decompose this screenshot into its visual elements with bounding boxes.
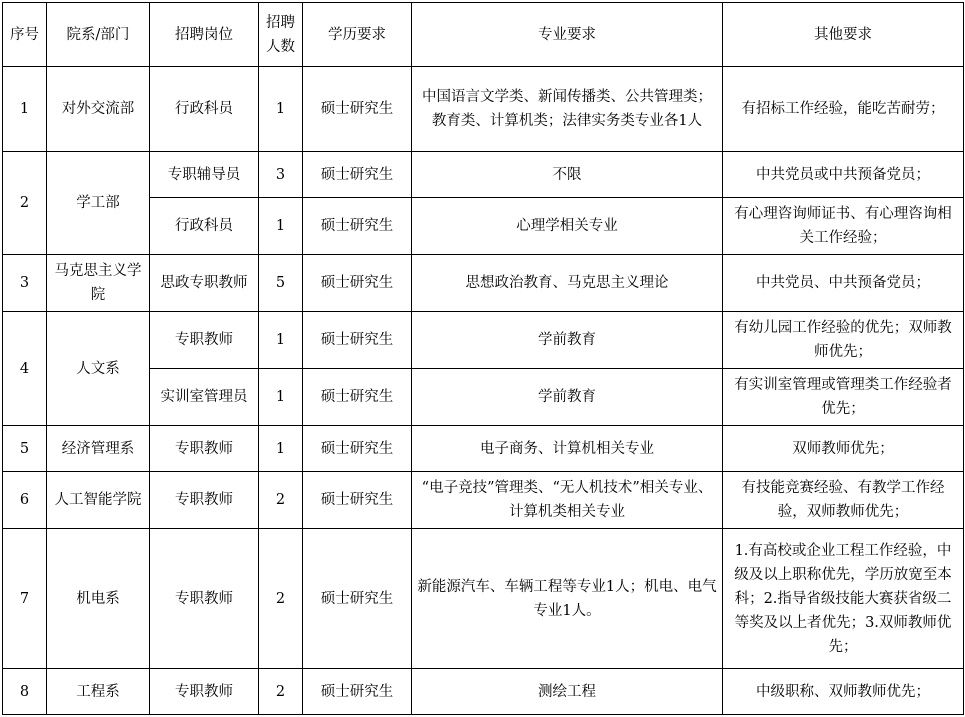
cell-count: 2 <box>259 669 303 715</box>
cell-education: 硕士研究生 <box>303 312 412 369</box>
cell-seq: 2 <box>3 152 47 255</box>
header-count: 招聘人数 <box>259 3 303 67</box>
cell-other: 有招标工作经验，能吃苦耐劳； <box>723 67 964 152</box>
header-row <box>3 3 964 67</box>
cell-education: 硕士研究生 <box>303 255 412 312</box>
cell-education: 硕士研究生 <box>303 472 412 529</box>
cell-seq: 7 <box>3 529 47 669</box>
cell-count: 2 <box>259 472 303 529</box>
cell-education: 硕士研究生 <box>303 369 412 426</box>
cell-other: 中级职称、双师教师优先； <box>723 669 964 715</box>
cell-dept: 人文系 <box>47 312 150 426</box>
cell-other: 1.有高校或企业工程工作经验，中级及以上职称优先，学历放宽至本科；2.指导省级技能大赛获省级二等奖及以上者优先；3.双师教师优先； <box>723 529 964 669</box>
cell-seq: 1 <box>3 67 47 152</box>
table-row <box>3 472 964 529</box>
cell-education: 硕士研究生 <box>303 152 412 198</box>
cell-education: 硕士研究生 <box>303 529 412 669</box>
cell-seq: 6 <box>3 472 47 529</box>
header-dept: 院系/部门 <box>47 3 150 67</box>
cell-dept: 机电系 <box>47 529 150 669</box>
cell-other: 有实训室管理或管理类工作经验者优先； <box>723 369 964 426</box>
cell-count: 2 <box>259 529 303 669</box>
table-row <box>3 67 964 152</box>
table-row <box>3 312 964 369</box>
cell-count: 1 <box>259 369 303 426</box>
cell-position: 专职教师 <box>150 529 259 669</box>
header-other: 其他要求 <box>723 3 964 67</box>
cell-major: 学前教育 <box>412 369 723 426</box>
header-education: 学历要求 <box>303 3 412 67</box>
cell-position: 行政科员 <box>150 67 259 152</box>
cell-dept: 马克思主义学院 <box>47 255 150 312</box>
cell-education: 硕士研究生 <box>303 669 412 715</box>
cell-other: 有心理咨询师证书、有心理咨询相关工作经验； <box>723 198 964 255</box>
cell-position: 思政专职教师 <box>150 255 259 312</box>
cell-seq: 5 <box>3 426 47 472</box>
cell-count: 1 <box>259 426 303 472</box>
cell-position: 专职辅导员 <box>150 152 259 198</box>
cell-major: 思想政治教育、马克思主义理论 <box>412 255 723 312</box>
table-row <box>3 669 964 715</box>
cell-education: 硕士研究生 <box>303 198 412 255</box>
cell-dept: 对外交流部 <box>47 67 150 152</box>
cell-major: 中国语言文学类、新闻传播类、公共管理类；教育类、计算机类；法律实务类专业各1人 <box>412 67 723 152</box>
cell-position: 专职教师 <box>150 472 259 529</box>
cell-dept: 人工智能学院 <box>47 472 150 529</box>
cell-seq: 4 <box>3 312 47 426</box>
cell-major: 测绘工程 <box>412 669 723 715</box>
cell-count: 3 <box>259 152 303 198</box>
cell-position: 专职教师 <box>150 669 259 715</box>
recruitment-table <box>2 2 964 715</box>
cell-count: 5 <box>259 255 303 312</box>
cell-other: 中共党员、中共预备党员； <box>723 255 964 312</box>
cell-other: 有技能竞赛经验、有教学工作经验，双师教师优先； <box>723 472 964 529</box>
cell-dept: 学工部 <box>47 152 150 255</box>
cell-seq: 3 <box>3 255 47 312</box>
cell-position: 专职教师 <box>150 426 259 472</box>
cell-major: 学前教育 <box>412 312 723 369</box>
cell-count: 1 <box>259 67 303 152</box>
header-major: 专业要求 <box>412 3 723 67</box>
cell-major: 电子商务、计算机相关专业 <box>412 426 723 472</box>
cell-other: 有幼儿园工作经验的优先；双师教师优先； <box>723 312 964 369</box>
table-row <box>3 529 964 669</box>
cell-position: 专职教师 <box>150 312 259 369</box>
cell-education: 硕士研究生 <box>303 426 412 472</box>
cell-seq: 8 <box>3 669 47 715</box>
header-position: 招聘岗位 <box>150 3 259 67</box>
cell-position: 行政科员 <box>150 198 259 255</box>
table-row <box>3 152 964 198</box>
cell-position: 实训室管理员 <box>150 369 259 426</box>
cell-count: 1 <box>259 312 303 369</box>
cell-dept: 工程系 <box>47 669 150 715</box>
cell-dept: 经济管理系 <box>47 426 150 472</box>
cell-major: 新能源汽车、车辆工程等专业1人；机电、电气专业1人。 <box>412 529 723 669</box>
table-row <box>3 255 964 312</box>
cell-count: 1 <box>259 198 303 255</box>
cell-other: 双师教师优先； <box>723 426 964 472</box>
cell-education: 硕士研究生 <box>303 67 412 152</box>
header-seq: 序号 <box>3 3 47 67</box>
cell-other: 中共党员或中共预备党员； <box>723 152 964 198</box>
cell-major: 不限 <box>412 152 723 198</box>
cell-major: 心理学相关专业 <box>412 198 723 255</box>
cell-major: “电子竞技”管理类、“无人机技术”相关专业、计算机类相关专业 <box>412 472 723 529</box>
table-row <box>3 426 964 472</box>
